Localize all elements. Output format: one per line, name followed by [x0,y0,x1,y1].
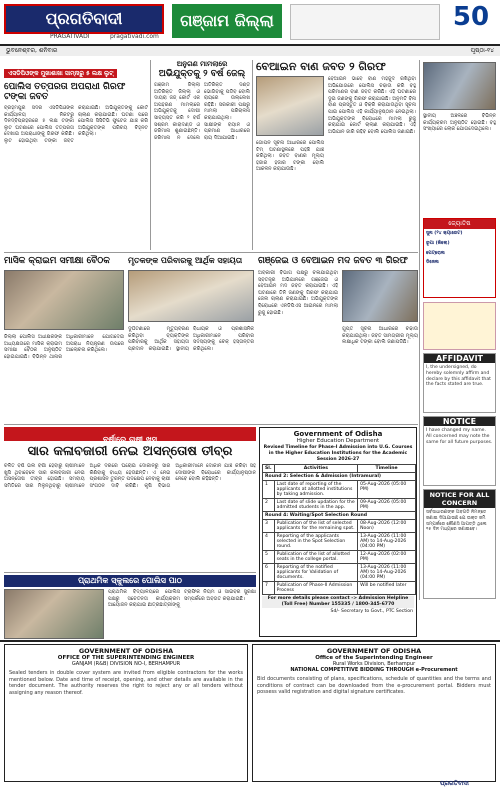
story-kicker: ଅନୁଗଣ ମାମଲାରେ [176,60,228,68]
story-headline: ପ୍ରାଥମିକ ସ୍କୁଲରେ ପୋଲିସ ପାଠ [4,575,256,587]
column-rule [150,60,151,250]
story-body-cont: ଗୋପନ ସୂଚନା ଆଧାରରେ ପୋଲିସ ଟିମ୍ ଘଟଣାସ୍ଥଳରେ ପହଞ୍ଚି ଯାଞ୍ଚ କରିଥିଲା। ଜବତ ବାଣର ମୂଲ୍ୟ ହଜାର ହଜାର ଟଙ୍କା ବୋଲି ଆକଳନ କରାଯାଉଛି। [256,140,324,173]
story-headline: ଗଞ୍ଜେଇ ଓ ବେଆଇନ ମଦ ଜବତ ୩ ଗିରଫ [258,256,408,266]
rate-item: ପେଟ୍ରୋଲ [426,250,445,256]
tender-body: Bid documents consisting of plans, specifications, schedule of quantities and the terms and conditions of contract can be downloaded from the e-procurement portal. Bidders must possess valid registration and digital signature certificates. [257,676,491,696]
newspaper-logo[interactable] [4,4,164,34]
story-headline: ମାସିକ କ୍ରାଇମ ସମୀକ୍ଷା ବୈଠକ [4,256,110,266]
affidavit-body: I, the undersigned, do hereby solemnly affirm and declare by this affidavit that the facts stated are true. [426,365,491,388]
story-body: ଜିଲ୍ଲା ପୋଲିସ ଅଧୀକ୍ଷକଙ୍କ ଅଧ୍ୟକ୍ଷତାରେ ମାସିକ କ୍ରାଇମ ସମୀକ୍ଷା ବୈଠକ ଅନୁଷ୍ଠିତ ହୋଇଯାଇଛି। ବିଭିନ୍ନ ଥାନାର ଅଧିକାରୀମାନେ ଯୋଗଦେଇ ଅପରାଧ ନିୟନ୍ତ୍ରଣ ଉପରେ ଆଲୋଚନା କରିଥିଲେ। [4,334,124,360]
story-photo[interactable] [342,270,418,322]
notice-all-title: NOTICE FOR ALL CONCERN [424,490,495,508]
cell-activity: Reporting of the applicants selected in the Spot Selection round. [274,533,357,551]
story-body: ଗଞ୍ଜାମ ଜିଲ୍ଲା ଅତିରିକ୍ତ ଜିଲ୍ଲା ଓ ଦାୟରା ଜଜ୍ କୋର୍ଟ ଏକ ଅପହରଣ ମାମଲାରେ ଅଭିଯୁକ୍ତକୁ ଦୋଷୀ ସାବ୍ୟସ୍ତ କରି ୨ ବର୍ଷ ସଶ୍ରମ କାରାଦଣ୍ଡ ଓ ଜରିମାନା ଶୁଣାଇଛନ୍ତି। ଜରିମାନା ନ ଦେଲେ ଅତିରିକ୍ତ ଦଣ୍ଡ ଭୋଗିବାକୁ ପଡିବ ବୋଲି ରାୟରେ ଉଲ୍ଲେଖ ରହିଛି। ସରକାରୀ ପକ୍ଷରୁ ମାମଲା ପରିଚାଳନା କରାଯାଇଥିଲା। ସାକ୍ଷୀଙ୍କ ବୟାନ ଓ ପ୍ରମାଣ ଆଧାରରେ ରାୟ ଦିଆଯାଇଛି। [154,82,250,141]
story-photo[interactable] [256,76,324,136]
story-ganja-seized[interactable] [258,256,418,346]
ad-helpline: For more details please contact -> Admission Helpline (Toll Free) Number 155335 / 1800-345-6770 [262,596,414,608]
cell-sl: 2 [263,499,275,512]
story-crime-meeting[interactable] [4,256,124,360]
sidebar-ad[interactable] [423,302,496,350]
cell-activity: Reporting of the notified applicants for Validation of documents. [274,564,357,582]
story-headline: ମୃତକଙ୍କ ପରିବାରକୁ ଆର୍ଥିକ ସହାୟତା [128,256,243,265]
district-title: ଗଞ୍ଜାମ ଜିଲ୍ଲା [172,4,282,38]
tender-circle: GANJAM (R&B) DIVISION NO-I, BERHAMPUR [71,661,181,667]
ad-signature: Sd/- Secretary to Govt., PTC Section [330,608,413,614]
story-body: ଅବକାରୀ ବିଭାଗ ପକ୍ଷରୁ ଚଳାଯାଇଥିବା ସ୍ବତନ୍ତ୍ର ଅଭିଯାନରେ ଗଞ୍ଜେଇ ଓ ବେଆଇନ ମଦ ଜବତ କରାଯାଇଛି। ଏହି ଘଟଣାରେ ତିନି ଜଣଙ୍କୁ ଗିରଫ କରାଯାଇ ଜେଲ ଚାଲାଣ କରାଯାଇଛି। ଅଭିଯୁକ୍ତଙ୍କ ବିରୋଧରେ ଏନଡିପିଏସ ଆଇନରେ ମାମଲା ରୁଜୁ ହୋଇଛି। [258,270,338,316]
table-row [263,520,416,533]
logo-url[interactable]: pragativadi.com [110,33,159,40]
tender-rule [0,640,500,642]
logo-subtitle: PRAGATIVADI [50,33,90,40]
round-label: Round 4: Waiting/Spot Selection Round [263,512,416,520]
cell-activity: Last date of reporting of the applicants at allotted institutions by taking admission. [274,481,357,499]
row-rule [4,252,418,253]
cell-sl: 3 [263,520,275,533]
cell-activity: Last date of slide updation for the admitted students in the app. [274,499,357,512]
notice-all-body: ସର୍ବସାଧାରଣଙ୍କ ଅବଗତି ନିମନ୍ତେ ଜଣାଇ ଦିଆଯାଉଛି ଯେ ଉକ୍ତ ଜମି ସମ୍ପର୍କରେ କୌଣସି ଆପତ୍ତି ଥିଲେ ୧୫ ଦିନ ମଧ୍ୟରେ ଜଣାଇବେ। [426,510,487,533]
story-loot[interactable] [4,60,148,203]
masthead [0,0,500,46]
notice-body: I have changed my name. All concerned may note the same for all future purposes. [426,428,493,445]
sidebar-photo[interactable] [423,62,496,110]
ad-dept: Higher Education Department [296,438,380,444]
row-rule [4,572,256,573]
story-body: ବେଆଇନ ଭାବେ ବାଣ ମହଜୁଦ ରଖିଥିବା ଅଭିଯୋଗରେ ପୋଲିସ ଚଢାଉ କରି ବହୁ ପରିମାଣର ବାଣ ଜବତ କରିଛି। ଏହି ଘଟଣାରେ ଦୁଇ ଜଣଙ୍କୁ ଗିରଫ କରାଯାଇଛି। ଅନୁମତି ବିନା ବାଣ ପ୍ରସ୍ତୁତ ଓ ବିକ୍ରି କରାଯାଉଥିବା ସୂଚନା ପାଇ ପୋଲିସ ଏହି କାର୍ଯ୍ୟାନୁଷ୍ଠାନ ନେଇଥିଲା। ଅଭିଯୁକ୍ତଙ୍କ ବିରୋଧରେ ମାମଲା ରୁଜୁ କରାଯାଇ କୋର୍ଟ ଚାଲାଣ କରାଯାଇଛି। ଏହି ଅଭିଯାନ ଜାରି ରହିବ ବୋଲି ପୋଲିସ ଜଣାଇଛି। [328,76,416,135]
story-financial-aid[interactable] [128,256,254,352]
tender-gov: GOVERNMENT OF ODISHA [78,647,174,655]
column-rule [252,60,253,250]
admission-timeline-table [262,464,416,595]
tender-left [4,644,248,782]
cell-time: 09-Aug-2026 (05:00 PM) [358,499,416,512]
story-photo[interactable] [4,589,104,639]
anniversary-badge: 50 [452,2,490,32]
rate-item: ରୂପା (କିଲୋ) [426,240,450,246]
round-label: Round 2: Selection & Admission (Intramural) [263,473,416,481]
affidavit-notice [423,353,496,413]
dateline-left: ଭୁବନେଶ୍ବର, ଶନିବାର [6,47,58,54]
story-photo[interactable] [128,270,254,322]
tender-gov: GOVERNMENT OF ODISHA [326,647,422,655]
cell-sl: 5 [263,551,275,564]
story-kicker: ଏସଡିପିଓଙ୍କ ମୁଖାଶାଖା ସାମ୍ନାରୁ ୫ ଲକ୍ଷ ଲୁଟ୍ [4,69,117,78]
cell-time: 12-Aug-2026 (02:00 PM) [358,551,416,564]
story-firecracker[interactable] [256,60,416,173]
cell-sl: 1 [263,481,275,499]
story-kicker-band [4,427,256,444]
table-row [263,551,416,564]
notice-all-box [423,489,496,599]
tender-title: NATIONAL COMPETITIVE BIDDING THROUGH e-Procurement [290,667,458,673]
table-row [263,533,416,551]
sidebar-rates-label: ଜ୍ୟୋତିଷ [424,219,495,229]
ad-title: Revised Timeline for Phase-I Admission into U.G. Courses in the Higher Education Institutions for the Academic Session 2026-27 [263,445,413,462]
story-photo[interactable] [4,270,124,330]
row-rule [4,424,418,425]
cell-activity: Publication of the list of allotted seats in the college portal. [274,551,357,564]
rate-item: ଡିଜେଲ [426,260,439,266]
story-body: ଚଳିତ ବର୍ଷ ଭଲ ବର୍ଷା ହେବାରୁ ଚାଷୀମାନେ ଖୁସି ଥିବାବେଳେ ସାର କଳାବଜାରୀ ନେଇ ଅସନ୍ତୋଷ ତୀବ୍ର ହୋଇଛି। ସମବାୟ ସମିତିରେ ସାର ମିଳୁନଥିବାରୁ ଚାଷୀମାନେ ଅଧିକ ଦରରେ ଘରୋଇ ଦୋକାନରୁ ସାର କିଣିବାକୁ ବାଧ୍ୟ ହେଉଛନ୍ତି। ଏ ନେଇ ପ୍ରଶାସନ ତୁରନ୍ତ ପଦକ୍ଷେପ ନେବାକୁ ଚାଷୀ ସଂଗଠନ ଦାବି କରିଛି। କୃଷି ବିଭାଗ ଅଧିକାରୀମାନେ ଦୋକାନ ଯାଞ୍ଚ କରିବା ସହ ଦୋଷୀଙ୍କ ବିରୋଧରେ କାର୍ଯ୍ୟାନୁଷ୍ଠାନ ନେବେ ବୋଲି କହିଛନ୍ତି। [4,463,256,489]
cell-time: Will be notified later [358,582,416,595]
story-headline: ସାର କଳାବଜାରୀ ନେଇ ଅସନ୍ତୋଷ ତୀବ୍ର [27,444,233,459]
tender-body: Sealed tenders in double cover system are invited from eligible contractors for the works mentioned below. Date and time of receipt, opening, and other details are available in the tender document. The authority reserves the right to reject any or all tenders without assigning any reason thereof. [9,670,243,696]
table-row [263,564,416,582]
cell-sl: 6 [263,564,275,582]
cell-activity: Publication of the list of selected applicants for the remaining spot. [274,520,357,533]
masthead-ad-panel [290,4,440,40]
sidebar-story: ସ୍ଥାନୀୟ ଅଞ୍ଚଳରେ ବିଭିନ୍ନ କାର୍ଯ୍ୟକ୍ରମ ଅନୁଷ୍ଠିତ ହୋଇଛି। ବହୁ ସଂଖ୍ୟାରେ ଲୋକ ଯୋଗଦେଇଥିଲେ। [423,113,496,133]
cell-sl: 4 [263,533,275,551]
cell-time: 08-Aug-2026 (12:00 Noon) [358,520,416,533]
story-sentence[interactable] [154,60,250,257]
col-sl: Sl. [263,465,275,473]
cell-activity: Publication of Phase-II Admission Process [274,582,357,595]
story-fertilizer[interactable] [4,444,256,571]
story-body: ଦୁର୍ଘଟଣାରେ ମୃତ୍ୟୁବରଣ କରିଥିବା ବ୍ୟକ୍ତିଙ୍କ ପରିବାରକୁ ଆର୍ଥିକ ସହାୟତା ପ୍ରଦାନ କରାଯାଇଛି। ସ୍ଥାନୀୟ ବିଧାୟକ ଓ ପ୍ରଶାସନିକ ଅଧିକାରୀମାନେ ପରିବାର ସଦସ୍ୟଙ୍କୁ ଚେକ୍ ହସ୍ତାନ୍ତର କରିଥିଲେ। [128,326,254,352]
story-kicker: ବର୍ଷାରେ ଚାଷୀ ଖୁସ [102,435,158,444]
story-headline: ବେଆଇନ ବାଣ ଜବତ ୨ ଗିରଫ [256,60,386,73]
story-body: ପ୍ରାଥମିକ ବିଦ୍ୟାଳୟରେ ପୋଲିସ ପକ୍ଷରୁ ସଚେତନତା କାର୍ଯ୍ୟକ୍ରମ ଆୟୋଜନ କରାଯାଇ ଛାତ୍ରଛାତ୍ରୀଙ୍କୁ ଟ୍ରାଫିକ ନିୟମ ଓ ସାଇବର ସୁରକ୍ଷା ସମ୍ପର୍କରେ ଅବଗତ କରାଯାଇଛି। [108,589,256,609]
cell-time: 13-Aug-2026 (11:00 AM) to 14-Aug-2026 (04:00 PM) [358,533,416,551]
ad-gov: Government of Odisha [293,430,383,438]
story-school-police[interactable] [4,575,256,609]
notice-box [423,416,496,486]
cell-time: 05-Aug-2026 (05:00 PM) [358,481,416,499]
col-timeline: Timeline [358,465,416,473]
tender-right [252,644,496,782]
cell-sl: 7 [263,582,275,595]
govt-admission-ad [259,427,417,637]
page-number: ପୃଷ୍ଠା-୧୪ [470,47,494,54]
dateline [0,46,500,56]
tender-office: OFFICE OF THE SUPERINTENDING ENGINEER [57,655,195,661]
tender-office: Office of the Superintending Engineer [315,655,433,661]
notice-title: NOTICE [424,417,495,426]
sidebar-rates-card [423,218,496,298]
table-row [263,582,416,595]
tender-circle: Rural Works Division, Berhampur [332,661,416,667]
table-row [263,499,416,512]
affidavit-title: AFFIDAVIT [424,354,495,363]
story-headline: ଅଭିଯୁକ୍ତକୁ ୨ ବର୍ଷ ଜେଲ୍ [158,69,246,79]
col-activity: Activities [274,465,357,473]
cell-time: 13-Aug-2026 (11:00 AM) to 14-Aug-2026 (04:00 PM) [358,564,416,582]
column-rule [419,60,420,600]
story-headline: ପୋଲିସ ତତ୍ପରତା ଅପରାଧୀ ଗିରଫ ଟଙ୍କା ଜବତ [4,82,126,102]
story-body-cont: ଗୁପ୍ତ ସୂଚନା ଆଧାରରେ ଚଢାଉ କରାଯାଇଥିଲା। ଜବତ ସାମଗ୍ରୀର ମୂଲ୍ୟ ଲକ୍ଷାଧିକ ଟଙ୍କା ବୋଲି ଜଣାପଡିଛି। [342,326,418,346]
story-body: ବ୍ରହ୍ମପୁର ସଦର ଏସଡିପିଓଙ୍କ କାର୍ଯ୍ୟାଳୟ ନିକଟରୁ ଦିନଦ୍ବିପ୍ରହରରେ ୫ ଲକ୍ଷ ଟଙ୍କା ଲୁଟ ଘଟଣାରେ ପୋଲିସ ତତ୍ପରତା ଦେଖାଇ ଅପରାଧୀଙ୍କୁ ଗିରଫ କରିଛି। ଲୁଟ ହୋଇଥିବା ଟଙ୍କା ଜବତ କରାଯାଇଛି। ଅଭିଯୁକ୍ତଙ୍କୁ କୋର୍ଟ ଚାଲାଣ କରାଯାଇଛି। ଘଟଣା ପରେ ପୋଲିସ ସିସିଟିଭି ଫୁଟେଜ ଯାଞ୍ଚ କରି ଅଭିଯୁକ୍ତଙ୍କ ପରିଚୟ ଚିହ୍ନଟ କରିଥିଲା। [4,105,148,144]
logo-text: ପ୍ରଗତିବାଦୀ [45,9,123,28]
rate-item: ସୁନା (୨୪ କ୍ୟାରେଟ) [426,231,463,236]
footer-brand: ପ୍ରଗତିବାଦୀ [440,780,469,787]
table-row [263,481,416,499]
